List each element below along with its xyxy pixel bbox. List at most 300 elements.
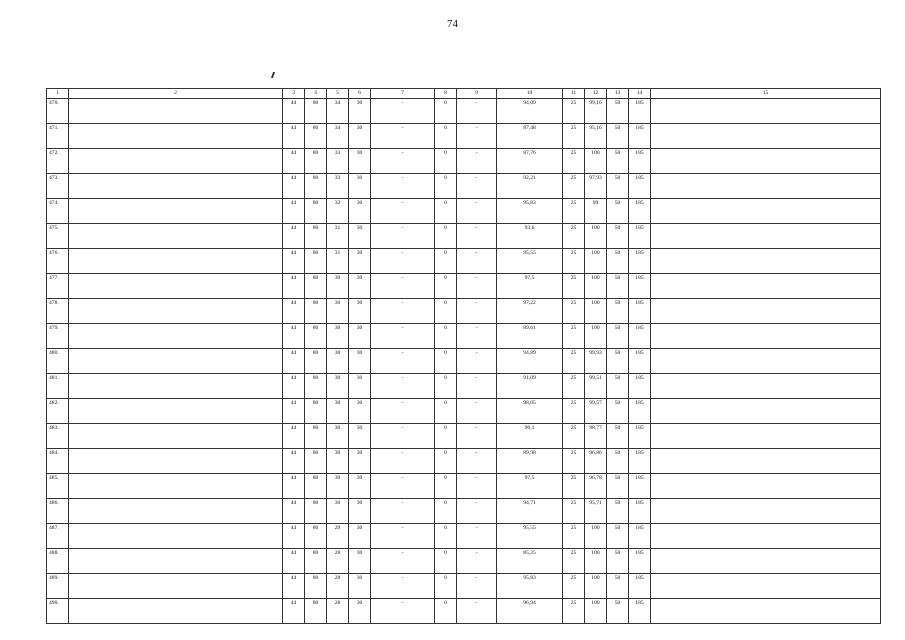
data-table: [46, 88, 881, 624]
table-cell: 30: [349, 499, 371, 524]
table-cell: 44: [283, 324, 305, 349]
table-cell: 185: [629, 374, 651, 399]
table-cell: 30: [349, 149, 371, 174]
table-cell: 25: [563, 524, 585, 549]
table-cell: 80: [305, 149, 327, 174]
table-cell: 25: [563, 124, 585, 149]
table-cell: 44: [283, 249, 305, 274]
table-cell: 96,94: [497, 599, 563, 624]
table-cell: 30: [327, 499, 349, 524]
table-cell: -: [457, 574, 497, 599]
table-cell: 0: [435, 399, 457, 424]
table-cell: 80: [305, 249, 327, 274]
table-cell: 92,21: [497, 174, 563, 199]
table-cell: 100: [585, 274, 607, 299]
table-row: [47, 399, 881, 424]
table-cell: [69, 299, 283, 324]
table-cell: 80: [305, 474, 327, 499]
table-cell: 95,71: [585, 499, 607, 524]
table-cell: [69, 574, 283, 599]
table-cell: 80: [305, 374, 327, 399]
table-cell: 484.: [47, 449, 69, 474]
table-row: [47, 224, 881, 249]
table-cell: 80: [305, 99, 327, 124]
table-cell: 44: [283, 299, 305, 324]
column-header: 5: [327, 89, 349, 99]
table-cell: [651, 574, 881, 599]
table-cell: 50: [607, 574, 629, 599]
table-cell: 44: [283, 199, 305, 224]
table-cell: 80: [305, 124, 327, 149]
table-cell: 95,83: [497, 574, 563, 599]
table-cell: 25: [563, 174, 585, 199]
table-cell: 185: [629, 324, 651, 349]
table-row: [47, 299, 881, 324]
table-cell: 25: [563, 324, 585, 349]
table-row: [47, 574, 881, 599]
table-cell: 25: [563, 449, 585, 474]
table-cell: 0: [435, 474, 457, 499]
table-cell: 28: [327, 549, 349, 574]
column-header: 14: [629, 89, 651, 99]
table-cell: 85,25: [497, 549, 563, 574]
table-cell: 80: [305, 499, 327, 524]
table-cell: 97,93: [585, 174, 607, 199]
table-cell: 25: [563, 399, 585, 424]
table-cell: 0: [435, 124, 457, 149]
table-cell: 100: [585, 574, 607, 599]
table-cell: 30: [327, 449, 349, 474]
table-cell: 80: [305, 424, 327, 449]
table-row: [47, 449, 881, 474]
table-cell: 481.: [47, 374, 69, 399]
table-cell: -: [371, 574, 435, 599]
table-cell: [69, 124, 283, 149]
table-row: [47, 349, 881, 374]
table-body: [47, 99, 881, 624]
table-row: [47, 274, 881, 299]
table-cell: [69, 349, 283, 374]
table-cell: [69, 99, 283, 124]
table-cell: 0: [435, 199, 457, 224]
table-cell: 476.: [47, 249, 69, 274]
table-row: [47, 424, 881, 449]
table-cell: 30: [327, 399, 349, 424]
table-cell: [69, 499, 283, 524]
table-row: [47, 524, 881, 549]
table-cell: [651, 224, 881, 249]
table-cell: 33: [327, 149, 349, 174]
table-cell: 94,09: [497, 99, 563, 124]
table-cell: -: [371, 524, 435, 549]
table-cell: [651, 449, 881, 474]
table-cell: 99: [585, 199, 607, 224]
table-cell: 25: [563, 274, 585, 299]
table-cell: [69, 224, 283, 249]
table-cell: 44: [283, 499, 305, 524]
table-cell: 185: [629, 499, 651, 524]
table-cell: 30: [349, 274, 371, 299]
table-cell: -: [371, 249, 435, 274]
table-cell: 50: [607, 474, 629, 499]
table-cell: -: [457, 324, 497, 349]
table-cell: 30: [327, 474, 349, 499]
table-cell: 25: [563, 99, 585, 124]
table-cell: 485.: [47, 474, 69, 499]
table-cell: -: [371, 199, 435, 224]
table-cell: [69, 199, 283, 224]
table-cell: 30: [349, 549, 371, 574]
table-cell: -: [371, 299, 435, 324]
table-cell: [69, 399, 283, 424]
column-header: 1: [47, 89, 69, 99]
table-cell: 185: [629, 549, 651, 574]
table-cell: 30: [327, 324, 349, 349]
table-cell: 30: [327, 274, 349, 299]
table-cell: -: [457, 224, 497, 249]
table-row: [47, 174, 881, 199]
table-cell: [651, 549, 881, 574]
table-cell: 80: [305, 549, 327, 574]
column-header: 8: [435, 89, 457, 99]
table-cell: 100: [585, 549, 607, 574]
table-cell: 44: [283, 99, 305, 124]
table-cell: 478.: [47, 299, 69, 324]
table-row: [47, 549, 881, 574]
table-cell: [69, 549, 283, 574]
table-cell: 50: [607, 524, 629, 549]
table-cell: -: [457, 499, 497, 524]
table-cell: 80: [305, 349, 327, 374]
table-cell: 30: [327, 374, 349, 399]
table-cell: 474.: [47, 199, 69, 224]
table-cell: 89,98: [497, 449, 563, 474]
table-cell: 29: [327, 524, 349, 549]
table-cell: 30: [349, 524, 371, 549]
table-cell: 185: [629, 299, 651, 324]
column-header: 10: [497, 89, 563, 99]
table-cell: 30: [349, 199, 371, 224]
table-cell: 25: [563, 474, 585, 499]
table-cell: 470.: [47, 99, 69, 124]
column-header: 3: [283, 89, 305, 99]
table-row: [47, 99, 881, 124]
table-cell: 50: [607, 299, 629, 324]
table-cell: -: [371, 474, 435, 499]
table-cell: 489.: [47, 574, 69, 599]
table-cell: 0: [435, 374, 457, 399]
table-cell: 50: [607, 549, 629, 574]
table-cell: [69, 524, 283, 549]
table-cell: 44: [283, 274, 305, 299]
table-row: [47, 499, 881, 524]
table-cell: 95,83: [497, 199, 563, 224]
table-cell: -: [457, 374, 497, 399]
table-cell: -: [457, 299, 497, 324]
table-cell: 96,78: [585, 474, 607, 499]
table-cell: [651, 399, 881, 424]
table-cell: 80: [305, 399, 327, 424]
table-cell: 185: [629, 449, 651, 474]
table-cell: [69, 149, 283, 174]
table-cell: 44: [283, 224, 305, 249]
table-cell: 30: [349, 424, 371, 449]
table-cell: 30: [349, 124, 371, 149]
table-cell: 44: [283, 374, 305, 399]
column-header: 12: [585, 89, 607, 99]
table-cell: -: [371, 424, 435, 449]
table-cell: 80: [305, 324, 327, 349]
table-cell: 44: [283, 474, 305, 499]
table-cell: 185: [629, 274, 651, 299]
table-cell: -: [457, 249, 497, 274]
table-cell: 185: [629, 574, 651, 599]
table-cell: -: [371, 549, 435, 574]
table-cell: 50: [607, 424, 629, 449]
table-cell: -: [457, 349, 497, 374]
table-cell: 486.: [47, 499, 69, 524]
table-cell: 95,16: [585, 124, 607, 149]
table-cell: 185: [629, 149, 651, 174]
table-cell: 96,86: [585, 449, 607, 474]
table-cell: 30: [349, 249, 371, 274]
table-cell: 479.: [47, 324, 69, 349]
table-cell: 100: [585, 599, 607, 624]
table-cell: 0: [435, 524, 457, 549]
table-cell: 44: [283, 549, 305, 574]
table-cell: [69, 424, 283, 449]
table-cell: -: [371, 124, 435, 149]
table-cell: 44: [283, 399, 305, 424]
table-cell: 100: [585, 524, 607, 549]
table-cell: 30: [349, 449, 371, 474]
table-cell: 30: [349, 574, 371, 599]
table-cell: 100: [585, 149, 607, 174]
table-cell: 25: [563, 549, 585, 574]
column-header: 15: [651, 89, 881, 99]
table-cell: 25: [563, 149, 585, 174]
table-cell: 50: [607, 224, 629, 249]
table-cell: 97,22: [497, 299, 563, 324]
table-cell: -: [371, 399, 435, 424]
table-cell: [69, 599, 283, 624]
table-cell: 30: [349, 224, 371, 249]
table-cell: 25: [563, 299, 585, 324]
table-cell: 30: [349, 399, 371, 424]
table-cell: 25: [563, 199, 585, 224]
table-cell: 50: [607, 499, 629, 524]
table-cell: 480.: [47, 349, 69, 374]
table-cell: 100: [585, 324, 607, 349]
table-cell: 31: [327, 224, 349, 249]
table-cell: 98,05: [497, 399, 563, 424]
column-header: 7: [371, 89, 435, 99]
table-cell: 96,1: [497, 424, 563, 449]
table-cell: 98,77: [585, 424, 607, 449]
table-row: [47, 149, 881, 174]
page-number: 74: [447, 18, 458, 30]
table-cell: 34: [327, 99, 349, 124]
table-cell: [651, 299, 881, 324]
table-cell: 0: [435, 299, 457, 324]
table-cell: 44: [283, 149, 305, 174]
table-cell: 25: [563, 574, 585, 599]
table-cell: [651, 424, 881, 449]
table-cell: 91,09: [497, 374, 563, 399]
table-cell: 0: [435, 599, 457, 624]
table-cell: [651, 99, 881, 124]
table-cell: [651, 349, 881, 374]
table-cell: 25: [563, 499, 585, 524]
table-cell: 99,16: [585, 99, 607, 124]
table-cell: 100: [585, 299, 607, 324]
table-cell: [69, 474, 283, 499]
table-cell: 185: [629, 524, 651, 549]
table-row: [47, 374, 881, 399]
table-cell: 97,5: [497, 274, 563, 299]
table-cell: 0: [435, 99, 457, 124]
table-cell: 25: [563, 599, 585, 624]
table-cell: 185: [629, 224, 651, 249]
table-cell: 50: [607, 124, 629, 149]
table-row: [47, 324, 881, 349]
table-row: [47, 199, 881, 224]
table-cell: 34: [327, 124, 349, 149]
table-cell: 31: [327, 249, 349, 274]
table-cell: 99,51: [585, 374, 607, 399]
table-cell: 44: [283, 524, 305, 549]
table-cell: 44: [283, 574, 305, 599]
table-cell: 50: [607, 199, 629, 224]
table-cell: 28: [327, 599, 349, 624]
column-header: 9: [457, 89, 497, 99]
table-row: [47, 124, 881, 149]
table-cell: 30: [349, 324, 371, 349]
table-cell: 185: [629, 474, 651, 499]
table-cell: [69, 374, 283, 399]
table-cell: 30: [349, 349, 371, 374]
table-cell: 95,55: [497, 249, 563, 274]
table-cell: [651, 124, 881, 149]
table-cell: -: [457, 149, 497, 174]
table-cell: 0: [435, 324, 457, 349]
table-cell: 100: [585, 249, 607, 274]
table-cell: 44: [283, 424, 305, 449]
table-cell: 488.: [47, 549, 69, 574]
column-header: 11: [563, 89, 585, 99]
table-cell: [651, 274, 881, 299]
column-header: 6: [349, 89, 371, 99]
table-cell: 80: [305, 199, 327, 224]
table-cell: 0: [435, 549, 457, 574]
table-cell: 30: [349, 599, 371, 624]
table-cell: 44: [283, 174, 305, 199]
table-cell: 473.: [47, 174, 69, 199]
table-cell: -: [371, 274, 435, 299]
table-cell: 100: [585, 224, 607, 249]
table-cell: -: [371, 174, 435, 199]
table-cell: 50: [607, 374, 629, 399]
column-header: 2: [69, 89, 283, 99]
table-cell: 185: [629, 599, 651, 624]
table-cell: 475.: [47, 224, 69, 249]
table-cell: 99,93: [585, 349, 607, 374]
table-cell: -: [457, 199, 497, 224]
table-cell: 50: [607, 249, 629, 274]
table-cell: 185: [629, 249, 651, 274]
main-table-wrapper: [46, 88, 880, 624]
table-cell: 89,61: [497, 324, 563, 349]
table-cell: 94,71: [497, 499, 563, 524]
table-cell: 44: [283, 449, 305, 474]
table-cell: -: [457, 549, 497, 574]
table-cell: 80: [305, 449, 327, 474]
table-cell: 30: [349, 174, 371, 199]
table-cell: [651, 474, 881, 499]
table-cell: 25: [563, 349, 585, 374]
table-cell: [69, 324, 283, 349]
table-cell: [651, 199, 881, 224]
table-cell: 30: [349, 474, 371, 499]
table-cell: 185: [629, 174, 651, 199]
table-cell: 50: [607, 149, 629, 174]
table-cell: [69, 449, 283, 474]
table-cell: 185: [629, 199, 651, 224]
table-cell: 0: [435, 499, 457, 524]
table-cell: 99,57: [585, 399, 607, 424]
table-cell: -: [457, 599, 497, 624]
table-cell: 97,5: [497, 474, 563, 499]
table-cell: [651, 249, 881, 274]
table-cell: 0: [435, 249, 457, 274]
table-cell: 185: [629, 99, 651, 124]
table-cell: -: [371, 224, 435, 249]
table-cell: 80: [305, 599, 327, 624]
table-cell: 80: [305, 299, 327, 324]
table-cell: -: [371, 99, 435, 124]
table-cell: -: [457, 399, 497, 424]
table-cell: 80: [305, 274, 327, 299]
table-cell: [69, 174, 283, 199]
table-cell: 32: [327, 199, 349, 224]
table-cell: [69, 274, 283, 299]
table-cell: 30: [349, 374, 371, 399]
table-cell: 80: [305, 174, 327, 199]
table-cell: 487.: [47, 524, 69, 549]
table-cell: 30: [327, 424, 349, 449]
table-cell: 80: [305, 524, 327, 549]
table-cell: -: [457, 274, 497, 299]
table-cell: 0: [435, 449, 457, 474]
pen-mark: [271, 72, 275, 78]
table-cell: [651, 374, 881, 399]
table-cell: 0: [435, 274, 457, 299]
table-cell: 50: [607, 599, 629, 624]
table-cell: 50: [607, 449, 629, 474]
table-cell: 50: [607, 324, 629, 349]
table-cell: 30: [327, 299, 349, 324]
table-cell: -: [457, 99, 497, 124]
table-cell: 87,48: [497, 124, 563, 149]
table-cell: 50: [607, 399, 629, 424]
table-cell: 0: [435, 574, 457, 599]
column-header: 4: [305, 89, 327, 99]
table-cell: 490.: [47, 599, 69, 624]
table-cell: 95,55: [497, 524, 563, 549]
table-cell: 25: [563, 249, 585, 274]
table-cell: 25: [563, 374, 585, 399]
table-cell: [651, 499, 881, 524]
